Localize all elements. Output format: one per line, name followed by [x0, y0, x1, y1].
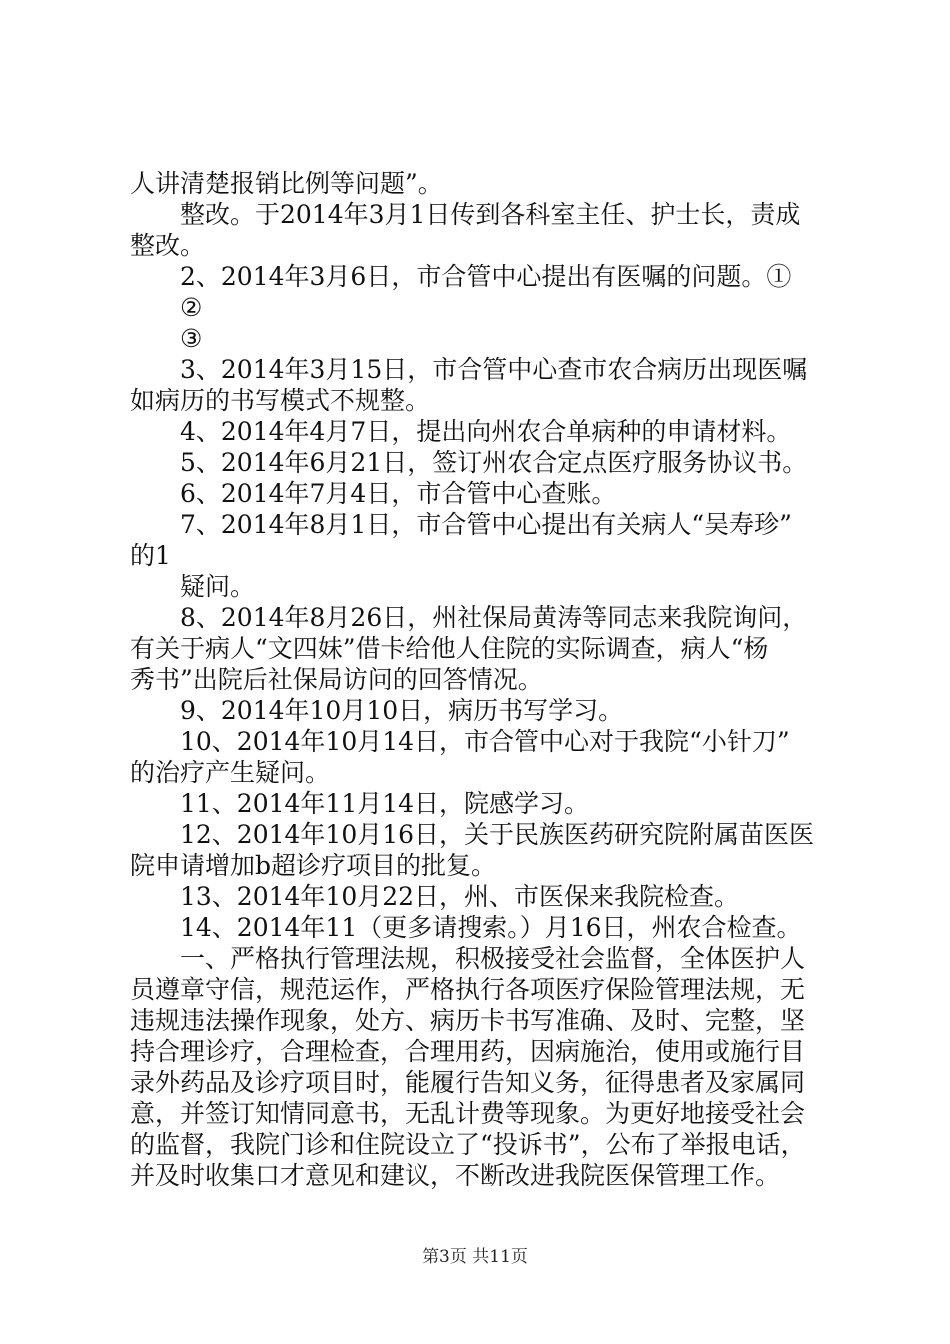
text-line: 2、2014年3月6日，市合管中心提出有医嘱的问题。①: [180, 262, 792, 291]
text-line: 的治疗产生疑问。: [130, 758, 331, 787]
text-line: 12、2014年10月16日，关于民族医药研究院附属苗医医: [180, 820, 815, 849]
text-line: 整改。: [130, 231, 206, 260]
text-line: 违规违法操作现象，处方、病历卡书写准确、及时、完整，坚: [130, 1006, 806, 1035]
text-line: 10、2014年10月14日，市合管中心对于我院“小针刀”: [180, 727, 790, 756]
text-line: 一、严格执行管理法规，积极接受社会监督，全体医护人: [180, 944, 806, 973]
text-line: 持合理诊疗，合理检查，合理用药，因病施治，使用或施行目: [130, 1037, 806, 1066]
text-line: 秀书”出院后社保局访问的回答情况。: [130, 665, 543, 694]
document-body: [130, 168, 835, 1191]
text-line: 疑问。: [180, 572, 256, 601]
text-line: 录外药品及诊疗项目时，能履行告知义务，征得患者及家属同: [130, 1068, 806, 1097]
text-line: 员遵章守信，规范运作，严格执行各项医疗保险管理法规，无: [130, 975, 806, 1004]
text-line: 11、2014年11月14日，院感学习。: [180, 789, 590, 818]
text-line: 院申请增加b超诊疗项目的批复。: [130, 851, 497, 880]
text-line: 7、2014年8月1日，市合管中心提出有关病人“吴寿珍”: [180, 510, 792, 539]
text-line: 9、2014年10月10日，病历书写学习。: [180, 696, 624, 725]
text-line: 14、2014年11（更多请搜索。）月16日，州农合检查。: [180, 913, 802, 942]
text-line: 6、2014年7月4日，市合管中心查账。: [180, 479, 617, 508]
text-line: ②: [180, 293, 203, 322]
text-line: 如病历的书写模式不规整。: [130, 386, 431, 415]
text-line: 5、2014年6月21日，签订州农合定点医疗服务协议书。: [180, 448, 808, 477]
text-line: 有关于病人“文四妹”借卡给他人住院的实际调查，病人“杨: [130, 634, 769, 663]
text-line: 的监督，我院门诊和住院设立了“投诉书”，公布了举报电话，: [130, 1130, 806, 1159]
page-footer: 第3页 共11页: [422, 1247, 528, 1267]
text-line: 人讲清楚报销比例等问题”。: [130, 169, 443, 198]
text-line: ③: [180, 324, 203, 353]
text-line: 的1: [130, 541, 171, 570]
text-line: 13、2014年10月22日，州、市医保来我院检查。: [180, 882, 740, 911]
text-line: 8、2014年8月26日，州社保局黄涛等同志来我院询问，: [180, 603, 808, 632]
text-line: 整改。于2014年3月1日传到各科室主任、护士长，责成: [180, 200, 801, 229]
text-line: 3、2014年3月15日，市合管中心查市农合病历出现医嘱: [180, 355, 808, 384]
text-line: 意，并签订知情同意书，无乱计费等现象。为更好地接受社会: [130, 1099, 806, 1128]
text-line: 并及时收集口才意见和建议，不断改进我院医保管理工作。: [130, 1161, 781, 1190]
text-line: 4、2014年4月7日，提出向州农合单病种的申请材料。: [180, 417, 792, 446]
